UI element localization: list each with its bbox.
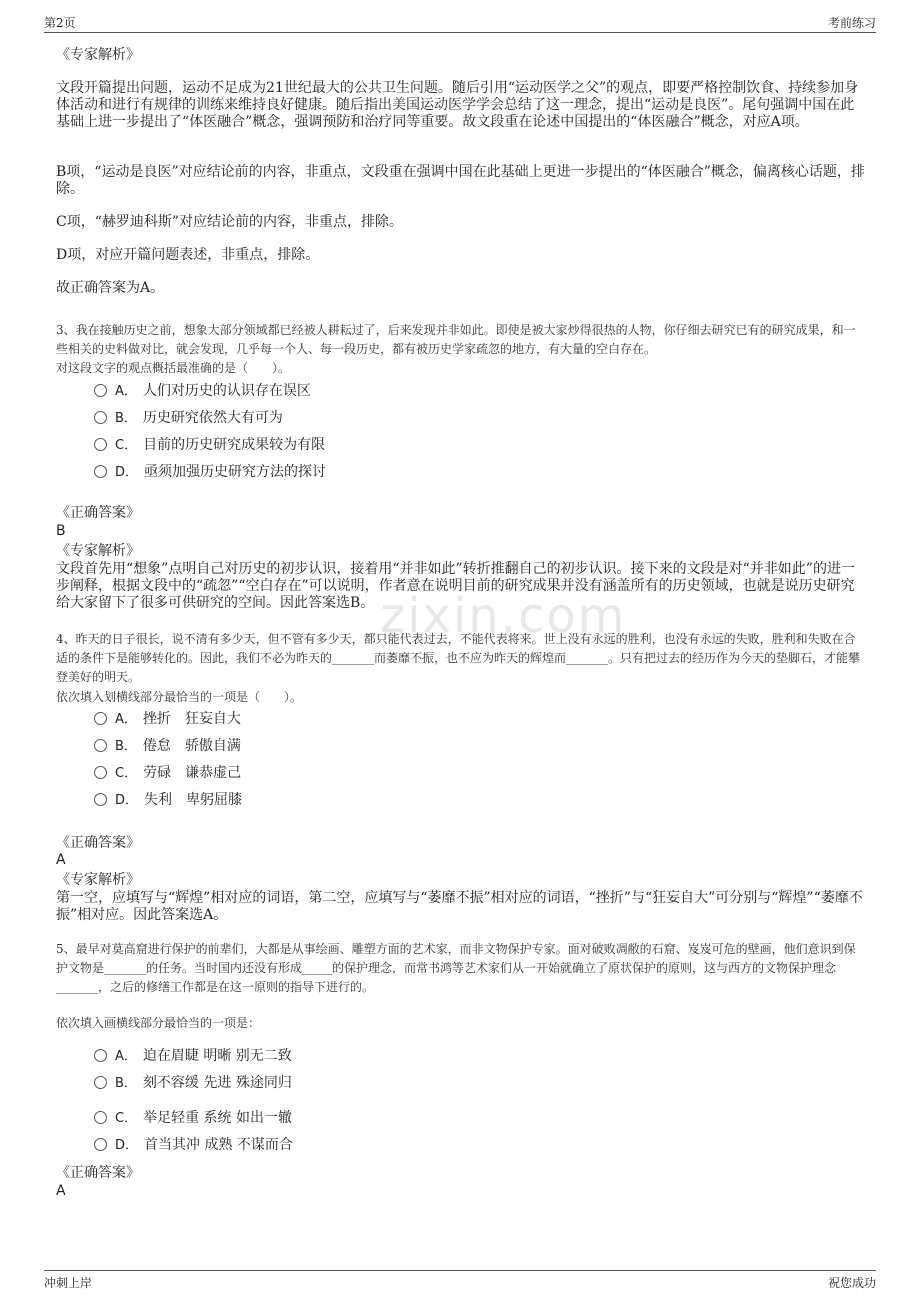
q2-analysis-heading: 《专家解析》 <box>56 47 140 63</box>
q5-option-a[interactable]: A． 迫在眉睫 明晰 别无二致 <box>94 1046 292 1066</box>
q4-option-b[interactable]: B． 倦怠 骄傲自满 <box>94 736 241 756</box>
page-number: 第2页 <box>44 16 76 30</box>
watermark: zixin.com <box>380 588 627 644</box>
radio-icon[interactable] <box>94 1049 107 1062</box>
q3-option-a[interactable]: A． 人们对历史的认识存在误区 <box>94 381 311 401</box>
radio-icon[interactable] <box>94 1076 107 1089</box>
radio-icon[interactable] <box>94 712 107 725</box>
page-header <box>44 12 876 33</box>
radio-icon[interactable] <box>94 438 107 451</box>
q5-option-b[interactable]: B． 刻不容缓 先进 殊途同归 <box>94 1073 292 1093</box>
q4-analysis-heading: 《专家解析》 <box>56 872 140 888</box>
radio-icon[interactable] <box>94 465 107 478</box>
q5-option-c[interactable]: C． 举足轻重 系统 如出一辙 <box>94 1108 292 1128</box>
q4-analysis: 第一空，应填写与“辉煌”相对应的词语，第二空，应填写与“萎靡不振”相对应的词语，“挫折”与“狂妄自大”可分别与“辉煌”“萎靡不振”相对应。因此答案选A。 <box>56 890 863 923</box>
header-title: 考前练习 <box>827 16 876 30</box>
q5-prompt: 依次填入画横线部分最恰当的一项是： <box>56 1016 261 1030</box>
q2-analysis-para-1: 文段开篇提出问题，运动不足成为21世纪最大的公共卫生问题。随后引用“运动医学之父”的观点，即要严格控制饮食、持续参加身体活动和进行有规律的训练来维持良好健康。随后指出美国运动医学学会总结了这一理念，提出“运动是良医”。尾句强调中国在此基础上进一步提出了“体医融合”概念，强调预防和治疗同等重要。故文段重在论述中国提出的“体医融合”概念，对应A项。 <box>56 80 859 130</box>
q2-conclusion: 故正确答案为A。 <box>56 280 165 296</box>
footer-left: 冲刺上岸 <box>44 1276 93 1290</box>
q3-answer: B <box>56 523 66 539</box>
q2-analysis-para-4: D项，对应开篇问题表述，非重点，排除。 <box>56 247 320 263</box>
q3-answer-heading: 《正确答案》 <box>56 505 140 521</box>
radio-icon[interactable] <box>94 793 107 806</box>
q3-prompt: 对这段文字的观点概括最准确的是（ ）。 <box>56 361 291 375</box>
footer-right: 祝您成功 <box>827 1276 876 1290</box>
q3-option-b[interactable]: B． 历史研究依然大有可为 <box>94 408 283 428</box>
radio-icon[interactable] <box>94 384 107 397</box>
q4-answer: A <box>56 852 66 868</box>
radio-icon[interactable] <box>94 411 107 424</box>
q4-answer-heading: 《正确答案》 <box>56 835 140 851</box>
q3-analysis: 文段首先用“想象”点明自己对历史的初步认识，接着用“并非如此”转折推翻自己的初步认识。接下来的文段是对“并非如此”的进一步阐释，根据文段中的“疏忽”“空白存在”可以说明，作者意在说明目前的研究成果并没有涵盖所有的历史领域，也就是说历史研究给大家留下了很多可供研究的空间。因此答案选B。 <box>56 561 855 611</box>
q2-analysis-para-3: C项，“赫罗迪科斯”对应结论前的内容，非重点，排除。 <box>56 214 404 230</box>
page-footer <box>44 1270 876 1293</box>
q4-option-a[interactable]: A． 挫折 狂妄自大 <box>94 709 241 729</box>
q3-option-c[interactable]: C． 目前的历史研究成果较为有限 <box>94 435 325 455</box>
q5-stem: 5、最早对莫高窟进行保护的前辈们，大都是从事绘画、雕塑方面的艺术家，而非文物保护专家。面对破败凋敝的石窟、岌岌可危的壁画，他们意识到保护文物是_______的任务。当时国内还没有形成_____的保护理念，而常书鸿等艺术家们从一开始就确立了原状保护的原则，这与西方的文物保护理念_______，之后的修缮工作都是在这一原则的指导下进行的。 <box>56 942 856 994</box>
q3-analysis-heading: 《专家解析》 <box>56 543 140 559</box>
q4-option-d[interactable]: D． 失利 卑躬屈膝 <box>94 790 242 810</box>
q4-stem: 4、昨天的日子很长，说不清有多少天，但不管有多少天，都只能代表过去，不能代表将来。世上没有永远的胜利，也没有永远的失败，胜利和失败在合适的条件下是能够转化的。因此，我们不必为昨天的_______而萎靡不振，也不应为昨天的辉煌而_______。只有把过去的经历作为今天的垫脚石，才能攀登美好的明天。 <box>56 632 861 684</box>
q3-stem: 3、我在接触历史之前，想象大部分领域都已经被人耕耘过了，后来发现并非如此。即使是被大家炒得很热的人物，你仔细去研究已有的研究成果，和一些相关的史料做对比，就会发现，几乎每一个人、每一段历史，都有被历史学家疏忽的地方，有大量的空白存在。 <box>56 323 856 356</box>
q4-prompt: 依次填入划横线部分最恰当的一项是（ ）。 <box>56 690 303 704</box>
q5-answer-heading: 《正确答案》 <box>56 1165 140 1181</box>
radio-icon[interactable] <box>94 766 107 779</box>
q4-option-c[interactable]: C． 劳碌 谦恭虚己 <box>94 763 241 783</box>
radio-icon[interactable] <box>94 1111 107 1124</box>
q5-answer: A <box>56 1183 66 1199</box>
q5-option-d[interactable]: D． 首当其冲 成熟 不谋而合 <box>94 1135 293 1155</box>
q2-analysis-para-2: B项，“运动是良医”对应结论前的内容，非重点，文段重在强调中国在此基础上更进一步提出的“体医融合”概念，偏离核心话题，排除。 <box>56 164 865 197</box>
radio-icon[interactable] <box>94 1138 107 1151</box>
q3-option-d[interactable]: D． 亟须加强历史研究方法的探讨 <box>94 462 326 482</box>
radio-icon[interactable] <box>94 739 107 752</box>
